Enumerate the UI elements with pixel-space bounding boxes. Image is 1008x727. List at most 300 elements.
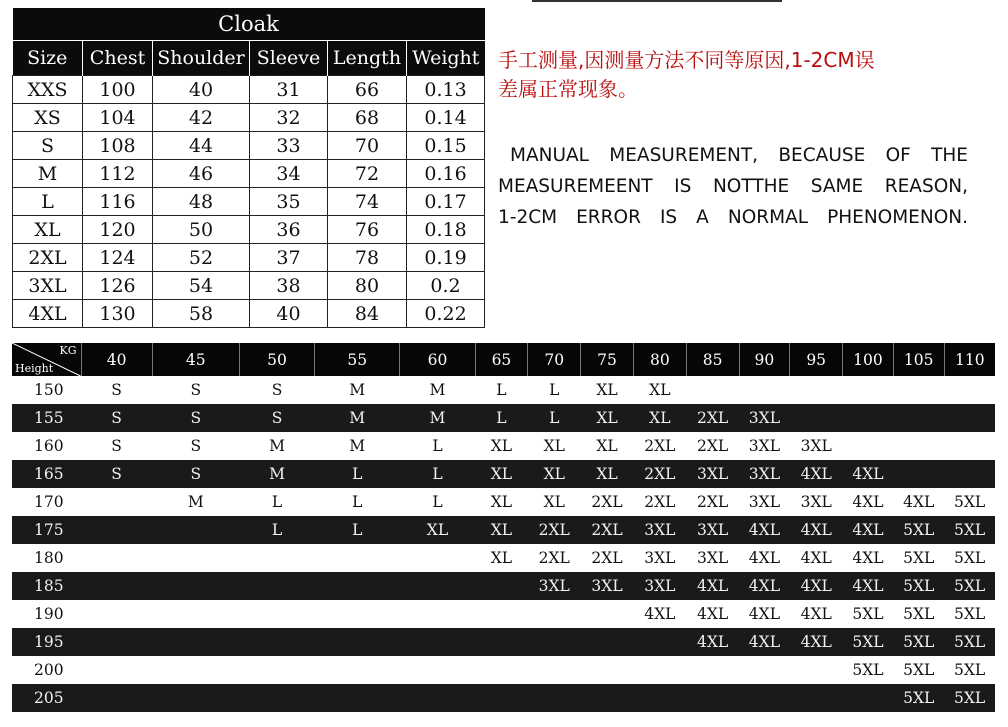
size-table-cell: 31: [250, 76, 328, 104]
recommended-size-cell: L: [315, 488, 400, 516]
size-table-cell: 2XL: [13, 244, 83, 272]
recommended-size-cell: [581, 628, 634, 656]
size-table-header-row: [13, 41, 485, 76]
height-label-cell: 195: [12, 628, 81, 656]
recommended-size-cell: [893, 432, 944, 460]
recommended-size-cell: S: [81, 432, 152, 460]
weight-header-cell: 45: [152, 343, 239, 376]
size-table-header-chest: Chest: [83, 41, 153, 76]
recommended-size-cell: [739, 376, 790, 404]
recommended-size-cell: 4XL: [843, 460, 894, 488]
size-table-row: [13, 216, 485, 244]
recommended-size-cell: 2XL: [581, 544, 634, 572]
recommended-size-cell: [475, 684, 528, 712]
recommended-size-cell: S: [81, 460, 152, 488]
recommended-size-cell: [893, 404, 944, 432]
size-table-body: [13, 76, 485, 328]
note-cn-line2: 差属正常现象。: [498, 77, 638, 101]
weight-header-cell: 110: [944, 343, 995, 376]
recommended-size-cell: [400, 600, 475, 628]
recommended-size-cell: 4XL: [843, 488, 894, 516]
size-table-cell: 54: [153, 272, 250, 300]
recommended-size-cell: 2XL: [581, 516, 634, 544]
recommended-size-cell: [239, 656, 314, 684]
recommended-size-cell: [400, 656, 475, 684]
recommended-size-cell: 5XL: [944, 544, 995, 572]
recommended-size-cell: [686, 684, 739, 712]
weight-header-cell: 95: [790, 343, 843, 376]
size-table-cell: 0.14: [407, 104, 485, 132]
size-table-header-sleeve: Sleeve: [250, 41, 328, 76]
recommended-size-cell: [81, 684, 152, 712]
recommended-size-cell: [315, 544, 400, 572]
height-row: [12, 516, 995, 544]
recommended-size-cell: 3XL: [790, 432, 843, 460]
size-table-cell: 44: [153, 132, 250, 160]
size-table-cell: 40: [153, 76, 250, 104]
recommended-size-cell: XL: [475, 488, 528, 516]
recommended-size-cell: [400, 544, 475, 572]
size-table-cell: 37: [250, 244, 328, 272]
recommended-size-cell: 5XL: [893, 516, 944, 544]
recommended-size-cell: [152, 600, 239, 628]
recommended-size-cell: 4XL: [739, 600, 790, 628]
weight-header-cell: 60: [400, 343, 475, 376]
size-table-row: [13, 132, 485, 160]
recommended-size-cell: [475, 628, 528, 656]
recommended-size-cell: 3XL: [686, 544, 739, 572]
recommended-size-cell: [686, 656, 739, 684]
recommended-size-cell: 4XL: [790, 600, 843, 628]
weight-header-cell: 50: [239, 343, 314, 376]
recommended-size-cell: 2XL: [633, 460, 686, 488]
size-table-cell: 48: [153, 188, 250, 216]
size-table-cell: 70: [328, 132, 407, 160]
recommended-size-cell: L: [400, 488, 475, 516]
size-table-cell: S: [13, 132, 83, 160]
height-label-cell: 185: [12, 572, 81, 600]
height-row: [12, 460, 995, 488]
size-table-cell: 80: [328, 272, 407, 300]
height-weight-size-chart: [12, 343, 995, 712]
recommended-size-cell: 4XL: [843, 572, 894, 600]
recommended-size-cell: XL: [475, 516, 528, 544]
recommended-size-cell: S: [239, 376, 314, 404]
recommended-size-cell: [152, 516, 239, 544]
recommended-size-cell: 5XL: [843, 628, 894, 656]
recommended-size-cell: M: [400, 404, 475, 432]
recommended-size-cell: [944, 376, 995, 404]
recommended-size-cell: [81, 600, 152, 628]
size-table-cell: 74: [328, 188, 407, 216]
height-label-cell: 180: [12, 544, 81, 572]
height-row: [12, 488, 995, 516]
recommended-size-cell: M: [315, 432, 400, 460]
recommended-size-cell: [475, 656, 528, 684]
recommended-size-cell: [633, 628, 686, 656]
weight-header-cell: 70: [528, 343, 581, 376]
recommended-size-cell: [843, 376, 894, 404]
recommended-size-cell: [893, 376, 944, 404]
recommended-size-cell: 3XL: [739, 488, 790, 516]
recommended-size-cell: [400, 572, 475, 600]
height-label-cell: 175: [12, 516, 81, 544]
size-table-header-length: Length: [328, 41, 407, 76]
recommended-size-cell: XL: [633, 376, 686, 404]
size-table-cell: L: [13, 188, 83, 216]
size-table-header-weight: Weight: [407, 41, 485, 76]
size-table-header-size: Size: [13, 41, 83, 76]
size-table-cell: 46: [153, 160, 250, 188]
recommended-size-cell: XL: [581, 376, 634, 404]
recommended-size-cell: 3XL: [633, 516, 686, 544]
recommended-size-cell: M: [239, 460, 314, 488]
recommended-size-cell: 3XL: [790, 488, 843, 516]
recommended-size-cell: L: [315, 516, 400, 544]
size-table-cell: 112: [83, 160, 153, 188]
note-en-line3: 1-2CM ERROR IS A NORMAL PHENOMENON.: [498, 207, 968, 228]
recommended-size-cell: XL: [581, 460, 634, 488]
recommended-size-cell: 4XL: [739, 628, 790, 656]
height-label-cell: 155: [12, 404, 81, 432]
measurement-note-english: [498, 140, 968, 233]
recommended-size-cell: 3XL: [528, 572, 581, 600]
size-table-cell: 3XL: [13, 272, 83, 300]
size-table-cell: XL: [13, 216, 83, 244]
recommended-size-cell: [315, 628, 400, 656]
recommended-size-cell: S: [152, 432, 239, 460]
recommended-size-cell: 5XL: [893, 544, 944, 572]
recommended-size-cell: [315, 656, 400, 684]
height-row: [12, 376, 995, 404]
recommended-size-cell: [843, 404, 894, 432]
size-table-cell: 108: [83, 132, 153, 160]
recommended-size-cell: 4XL: [633, 600, 686, 628]
recommended-size-cell: 5XL: [944, 516, 995, 544]
recommended-size-cell: 5XL: [944, 572, 995, 600]
weight-header-cell: 85: [686, 343, 739, 376]
recommended-size-cell: 2XL: [686, 488, 739, 516]
size-table-cell: 66: [328, 76, 407, 104]
height-row: [12, 656, 995, 684]
recommended-size-cell: [581, 656, 634, 684]
weight-header-cell: 65: [475, 343, 528, 376]
recommended-size-cell: [400, 628, 475, 656]
recommended-size-cell: 4XL: [739, 572, 790, 600]
weight-header-row: [12, 343, 995, 376]
recommended-size-cell: 2XL: [686, 432, 739, 460]
recommended-size-cell: [315, 572, 400, 600]
recommended-size-cell: [81, 544, 152, 572]
size-table-cell: 40: [250, 300, 328, 328]
height-row: [12, 600, 995, 628]
recommended-size-cell: L: [528, 404, 581, 432]
size-table-cell: 0.15: [407, 132, 485, 160]
recommended-size-cell: L: [239, 516, 314, 544]
height-label-cell: 160: [12, 432, 81, 460]
recommended-size-cell: [152, 572, 239, 600]
recommended-size-cell: [528, 600, 581, 628]
corner-height-label: Height: [15, 362, 54, 375]
recommended-size-cell: 3XL: [739, 460, 790, 488]
recommended-size-cell: L: [400, 460, 475, 488]
size-table-cell: 100: [83, 76, 153, 104]
size-table-cell: 0.19: [407, 244, 485, 272]
height-row: [12, 404, 995, 432]
weight-header-cell: 105: [893, 343, 944, 376]
size-table-cell: 52: [153, 244, 250, 272]
recommended-size-cell: XL: [528, 432, 581, 460]
recommended-size-cell: [790, 404, 843, 432]
corner-kg-label: KG: [59, 344, 77, 357]
recommended-size-cell: [528, 656, 581, 684]
recommended-size-cell: 4XL: [790, 572, 843, 600]
recommended-size-cell: 4XL: [843, 544, 894, 572]
recommended-size-cell: 2XL: [686, 404, 739, 432]
recommended-size-cell: [893, 460, 944, 488]
recommended-size-cell: [686, 376, 739, 404]
recommended-size-cell: XL: [581, 432, 634, 460]
recommended-size-cell: L: [400, 432, 475, 460]
recommended-size-cell: 5XL: [893, 628, 944, 656]
height-label-cell: 200: [12, 656, 81, 684]
size-table-cell: 72: [328, 160, 407, 188]
size-table-cell: 33: [250, 132, 328, 160]
note-cn-line1: 手工测量,因测量方法不同等原因,1-2CM误: [498, 48, 875, 72]
chart-corner-cell: [12, 343, 81, 376]
recommended-size-cell: S: [239, 404, 314, 432]
recommended-size-cell: [944, 404, 995, 432]
weight-header-cell: 100: [843, 343, 894, 376]
recommended-size-cell: 5XL: [893, 600, 944, 628]
size-table-cell: 0.2: [407, 272, 485, 300]
recommended-size-cell: 5XL: [944, 656, 995, 684]
size-table-row: [13, 244, 485, 272]
size-table-row: [13, 300, 485, 328]
size-table-cell: 104: [83, 104, 153, 132]
size-table-cell: 0.16: [407, 160, 485, 188]
recommended-size-cell: L: [315, 460, 400, 488]
recommended-size-cell: S: [81, 404, 152, 432]
recommended-size-cell: [944, 460, 995, 488]
recommended-size-cell: [239, 600, 314, 628]
recommended-size-cell: XL: [581, 404, 634, 432]
recommended-size-cell: S: [81, 376, 152, 404]
size-table-title: Cloak: [13, 8, 485, 41]
recommended-size-cell: XL: [475, 544, 528, 572]
recommended-size-cell: [581, 684, 634, 712]
cloak-size-table: [12, 8, 485, 328]
size-table-row: [13, 104, 485, 132]
recommended-size-cell: M: [239, 432, 314, 460]
recommended-size-cell: 4XL: [843, 516, 894, 544]
recommended-size-cell: [581, 600, 634, 628]
height-label-cell: 150: [12, 376, 81, 404]
recommended-size-cell: XL: [400, 516, 475, 544]
recommended-size-cell: 5XL: [843, 600, 894, 628]
top-divider-line: [532, 0, 782, 2]
weight-header-cell: 55: [315, 343, 400, 376]
size-table-cell: 116: [83, 188, 153, 216]
recommended-size-cell: [739, 656, 790, 684]
recommended-size-cell: L: [528, 376, 581, 404]
size-table-cell: 130: [83, 300, 153, 328]
recommended-size-cell: L: [239, 488, 314, 516]
size-table-cell: 32: [250, 104, 328, 132]
recommended-size-cell: 4XL: [686, 600, 739, 628]
recommended-size-cell: [475, 572, 528, 600]
height-row: [12, 544, 995, 572]
height-row: [12, 432, 995, 460]
size-table-row: [13, 188, 485, 216]
recommended-size-cell: 4XL: [790, 544, 843, 572]
recommended-size-cell: [81, 516, 152, 544]
measurement-note-chinese: [498, 46, 968, 104]
height-row: [12, 628, 995, 656]
recommended-size-cell: [790, 684, 843, 712]
recommended-size-cell: [239, 628, 314, 656]
recommended-size-cell: [81, 572, 152, 600]
size-table-cell: M: [13, 160, 83, 188]
size-table-cell: 78: [328, 244, 407, 272]
size-table-cell: 36: [250, 216, 328, 244]
height-label-cell: 205: [12, 684, 81, 712]
size-table-cell: 34: [250, 160, 328, 188]
size-table-cell: 0.17: [407, 188, 485, 216]
size-table-cell: 35: [250, 188, 328, 216]
recommended-size-cell: M: [400, 376, 475, 404]
recommended-size-cell: L: [475, 404, 528, 432]
height-label-cell: 170: [12, 488, 81, 516]
size-table-cell: 76: [328, 216, 407, 244]
size-table-cell: 38: [250, 272, 328, 300]
recommended-size-cell: [528, 684, 581, 712]
recommended-size-cell: [633, 656, 686, 684]
size-table-cell: 58: [153, 300, 250, 328]
recommended-size-cell: XL: [528, 460, 581, 488]
recommended-size-cell: M: [315, 376, 400, 404]
size-table-row: [13, 160, 485, 188]
recommended-size-cell: 4XL: [790, 516, 843, 544]
size-table-cell: 120: [83, 216, 153, 244]
size-table-cell: 0.22: [407, 300, 485, 328]
recommended-size-cell: [315, 684, 400, 712]
recommended-size-cell: 2XL: [633, 488, 686, 516]
size-table-cell: 84: [328, 300, 407, 328]
recommended-size-cell: [475, 600, 528, 628]
recommended-size-cell: 4XL: [686, 628, 739, 656]
size-table-header-shoulder: Shoulder: [153, 41, 250, 76]
recommended-size-cell: [152, 656, 239, 684]
recommended-size-cell: XL: [528, 488, 581, 516]
recommended-size-cell: 4XL: [686, 572, 739, 600]
recommended-size-cell: 2XL: [528, 516, 581, 544]
height-label-cell: 190: [12, 600, 81, 628]
size-table-cell: XS: [13, 104, 83, 132]
recommended-size-cell: M: [315, 404, 400, 432]
recommended-size-cell: 4XL: [739, 544, 790, 572]
recommended-size-cell: [790, 376, 843, 404]
recommended-size-cell: [739, 684, 790, 712]
recommended-size-cell: [315, 600, 400, 628]
recommended-size-cell: 2XL: [528, 544, 581, 572]
size-table-cell: 124: [83, 244, 153, 272]
recommended-size-cell: S: [152, 376, 239, 404]
recommended-size-cell: L: [475, 376, 528, 404]
recommended-size-cell: 5XL: [944, 600, 995, 628]
note-en-line1: MANUAL MEASUREMENT, BECAUSE OF THE: [510, 145, 968, 166]
size-table-cell: 42: [153, 104, 250, 132]
height-row: [12, 684, 995, 712]
weight-header-cell: 75: [581, 343, 634, 376]
weight-header-cell: 80: [633, 343, 686, 376]
height-weight-chart-body: [12, 376, 995, 712]
recommended-size-cell: 3XL: [686, 516, 739, 544]
recommended-size-cell: [528, 628, 581, 656]
size-table-cell: XXS: [13, 76, 83, 104]
recommended-size-cell: [843, 432, 894, 460]
recommended-size-cell: 5XL: [944, 488, 995, 516]
recommended-size-cell: 3XL: [633, 544, 686, 572]
recommended-size-cell: 5XL: [843, 656, 894, 684]
recommended-size-cell: 3XL: [633, 572, 686, 600]
weight-header-cell: 90: [739, 343, 790, 376]
size-table-cell: 4XL: [13, 300, 83, 328]
recommended-size-cell: 5XL: [893, 656, 944, 684]
size-table-row: [13, 272, 485, 300]
recommended-size-cell: XL: [475, 460, 528, 488]
size-table-cell: 126: [83, 272, 153, 300]
recommended-size-cell: [633, 684, 686, 712]
recommended-size-cell: 5XL: [893, 572, 944, 600]
recommended-size-cell: [843, 684, 894, 712]
recommended-size-cell: [239, 684, 314, 712]
size-table-cell: 50: [153, 216, 250, 244]
recommended-size-cell: [790, 656, 843, 684]
recommended-size-cell: [152, 628, 239, 656]
note-en-line2: MEASUREMEENT IS NOTTHE SAME REASON,: [498, 176, 968, 197]
recommended-size-cell: M: [152, 488, 239, 516]
recommended-size-cell: 4XL: [790, 628, 843, 656]
recommended-size-cell: [152, 544, 239, 572]
recommended-size-cell: 3XL: [739, 432, 790, 460]
recommended-size-cell: 5XL: [944, 684, 995, 712]
recommended-size-cell: 5XL: [944, 628, 995, 656]
recommended-size-cell: [944, 432, 995, 460]
recommended-size-cell: [81, 488, 152, 516]
recommended-size-cell: 4XL: [790, 460, 843, 488]
recommended-size-cell: XL: [475, 432, 528, 460]
size-table-row: [13, 76, 485, 104]
recommended-size-cell: S: [152, 404, 239, 432]
recommended-size-cell: 2XL: [581, 488, 634, 516]
recommended-size-cell: [239, 544, 314, 572]
recommended-size-cell: [239, 572, 314, 600]
recommended-size-cell: [81, 656, 152, 684]
recommended-size-cell: 4XL: [739, 516, 790, 544]
recommended-size-cell: 3XL: [686, 460, 739, 488]
weight-header-cell: 40: [81, 343, 152, 376]
size-table-cell: 68: [328, 104, 407, 132]
recommended-size-cell: [81, 628, 152, 656]
recommended-size-cell: XL: [633, 404, 686, 432]
height-label-cell: 165: [12, 460, 81, 488]
size-table-cell: 0.18: [407, 216, 485, 244]
recommended-size-cell: 2XL: [633, 432, 686, 460]
recommended-size-cell: 3XL: [739, 404, 790, 432]
recommended-size-cell: 4XL: [893, 488, 944, 516]
recommended-size-cell: S: [152, 460, 239, 488]
